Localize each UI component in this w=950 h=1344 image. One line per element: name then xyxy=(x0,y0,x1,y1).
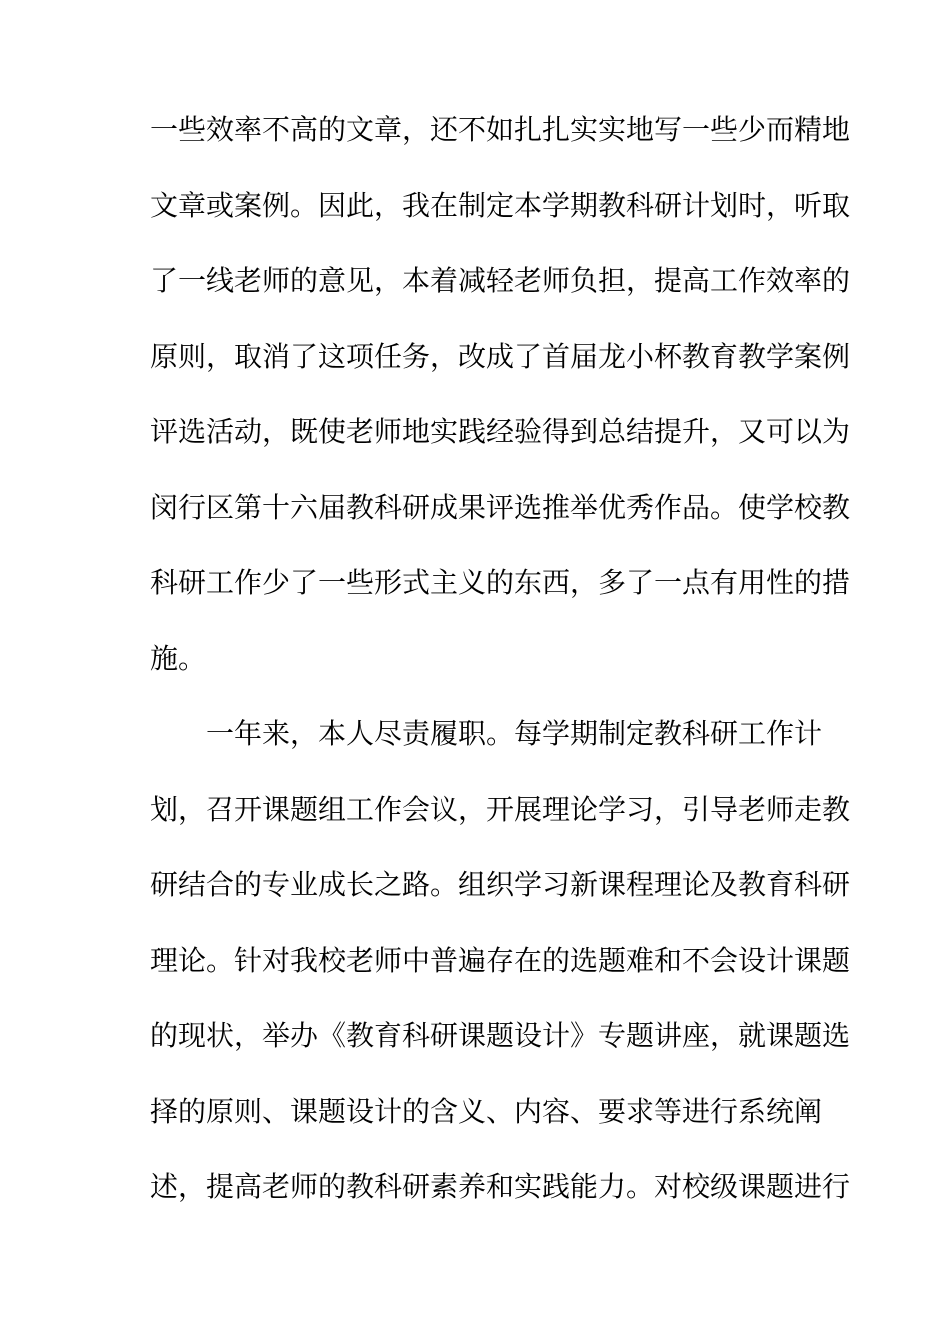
document-body xyxy=(150,113,851,1248)
text-line: 科研工作少了一些形式主义的东西，多了一点有用性的措 xyxy=(150,566,851,599)
text-line: 闵行区第十六届教科研成果评选推举优秀作品。使学校教 xyxy=(150,490,851,524)
text-line: 理论。针对我校老师中普遍存在的选题难和不会设计课题 xyxy=(150,943,851,977)
text-line: 的现状，举办《教育科研课题设计》专题讲座，就课题选 xyxy=(150,1019,851,1052)
text-line: 述，提高老师的教科研素养和实践能力。对校级课题进行 xyxy=(150,1170,851,1203)
paragraph-start-line: 一年来，本人尽责履职。每学期制定教科研工作计 xyxy=(206,717,823,750)
text-line: 择的原则、课题设计的含义、内容、要求等进行系统阐 xyxy=(150,1094,823,1128)
text-line: 一些效率不高的文章，还不如扎扎实实地写一些少而精地 xyxy=(150,113,851,146)
text-line: 研结合的专业成长之路。组织学习新课程理论及教育科研 xyxy=(150,868,851,901)
text-line: 划，召开课题组工作会议，开展理论学习，引导老师走教 xyxy=(150,792,851,826)
text-line: 文章或案例。因此，我在制定本学期教科研计划时，听取 xyxy=(150,188,851,222)
text-line: 原则，取消了这项任务，改成了首届龙小杯教育教学案例 xyxy=(150,339,851,373)
text-line: 了一线老师的意见，本着减轻老师负担，提高工作效率的 xyxy=(150,264,851,297)
text-line: 施。 xyxy=(150,641,207,675)
text-line: 评选活动，既使老师地实践经验得到总结提升，又可以为 xyxy=(150,415,851,448)
